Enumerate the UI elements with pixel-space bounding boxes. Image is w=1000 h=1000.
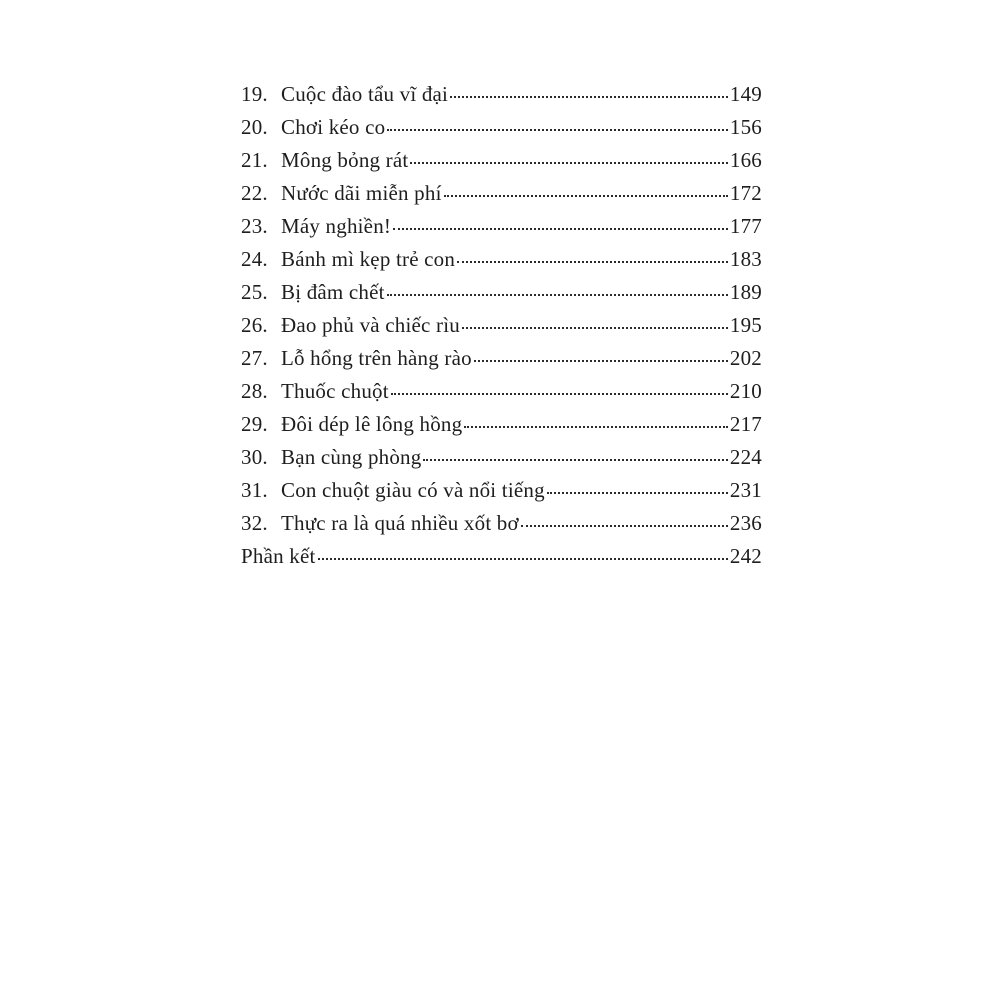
dot-leader: [318, 556, 728, 560]
page-number: 156: [729, 115, 762, 139]
chapter-number: 21.: [241, 148, 268, 172]
dot-leader: [464, 424, 728, 428]
page-number: 172: [729, 181, 762, 205]
toc-entry: [241, 115, 762, 148]
chapter-number: 24.: [241, 247, 268, 271]
table-of-contents: [241, 82, 762, 577]
dot-leader: [423, 457, 727, 461]
chapter-title: Bánh mì kẹp trẻ con: [281, 247, 456, 271]
chapter-title: Thuốc chuột: [281, 379, 389, 403]
toc-entry: [241, 313, 762, 346]
chapter-number: 32.: [241, 511, 268, 535]
page-number: 177: [729, 214, 762, 238]
chapter-title: Bị đâm chết: [281, 280, 385, 304]
chapter-number: 28.: [241, 379, 268, 403]
chapter-title: Con chuột giàu có và nổi tiếng: [281, 478, 545, 502]
dot-leader: [547, 490, 728, 494]
page-number: 236: [729, 511, 762, 535]
toc-entry: [241, 247, 762, 280]
page-number: 210: [729, 379, 762, 403]
chapter-number: 29.: [241, 412, 268, 436]
page-number: 202: [729, 346, 762, 370]
toc-entry: [241, 511, 762, 544]
toc-entry: [241, 346, 762, 379]
page-number: 149: [729, 82, 762, 106]
epilogue-title: Phần kết: [241, 544, 316, 568]
dot-leader: [457, 259, 728, 263]
chapter-number: 26.: [241, 313, 268, 337]
chapter-title: Đôi dép lê lông hồng: [281, 412, 463, 436]
toc-entry: [241, 214, 762, 247]
toc-entry: [241, 82, 762, 115]
chapter-title: Bạn cùng phòng: [281, 445, 422, 469]
page-number: 195: [729, 313, 762, 337]
chapter-title: Đao phủ và chiếc rìu: [281, 313, 460, 337]
chapter-title: Mông bỏng rát: [281, 148, 409, 172]
page-number: 166: [729, 148, 762, 172]
chapter-number: 19.: [241, 82, 268, 106]
toc-epilogue: [241, 544, 762, 577]
toc-entry: [241, 412, 762, 445]
page-number: 231: [729, 478, 762, 502]
dot-leader: [391, 391, 728, 395]
chapter-title: Nước dãi miễn phí: [281, 181, 442, 205]
chapter-title: Thực ra là quá nhiều xốt bơ: [281, 511, 519, 535]
dot-leader: [462, 325, 728, 329]
page-number: 242: [729, 544, 762, 568]
chapter-title: Cuộc đào tẩu vĩ đại: [281, 82, 449, 106]
chapter-title: Máy nghiền!: [281, 214, 392, 238]
toc-entry: [241, 148, 762, 181]
toc-entry: [241, 181, 762, 214]
chapter-number: 27.: [241, 346, 268, 370]
chapter-number: 20.: [241, 115, 268, 139]
dot-leader: [474, 358, 728, 362]
page-number: 224: [729, 445, 762, 469]
chapter-number: 30.: [241, 445, 268, 469]
toc-entry: [241, 445, 762, 478]
dot-leader: [410, 160, 727, 164]
chapter-title: Chơi kéo co: [281, 115, 386, 139]
chapter-number: 22.: [241, 181, 268, 205]
toc-entry: [241, 280, 762, 313]
toc-entry: [241, 379, 762, 412]
chapter-title: Lỗ hổng trên hàng rào: [281, 346, 472, 370]
dot-leader: [393, 226, 728, 230]
toc-entry: [241, 478, 762, 511]
chapter-number: 23.: [241, 214, 268, 238]
dot-leader: [450, 94, 728, 98]
page-number: 217: [729, 412, 762, 436]
chapter-number: 25.: [241, 280, 268, 304]
dot-leader: [387, 127, 728, 131]
dot-leader: [444, 193, 728, 197]
chapter-number: 31.: [241, 478, 268, 502]
page-number: 189: [729, 280, 762, 304]
dot-leader: [387, 292, 728, 296]
dot-leader: [521, 523, 728, 527]
page-number: 183: [729, 247, 762, 271]
